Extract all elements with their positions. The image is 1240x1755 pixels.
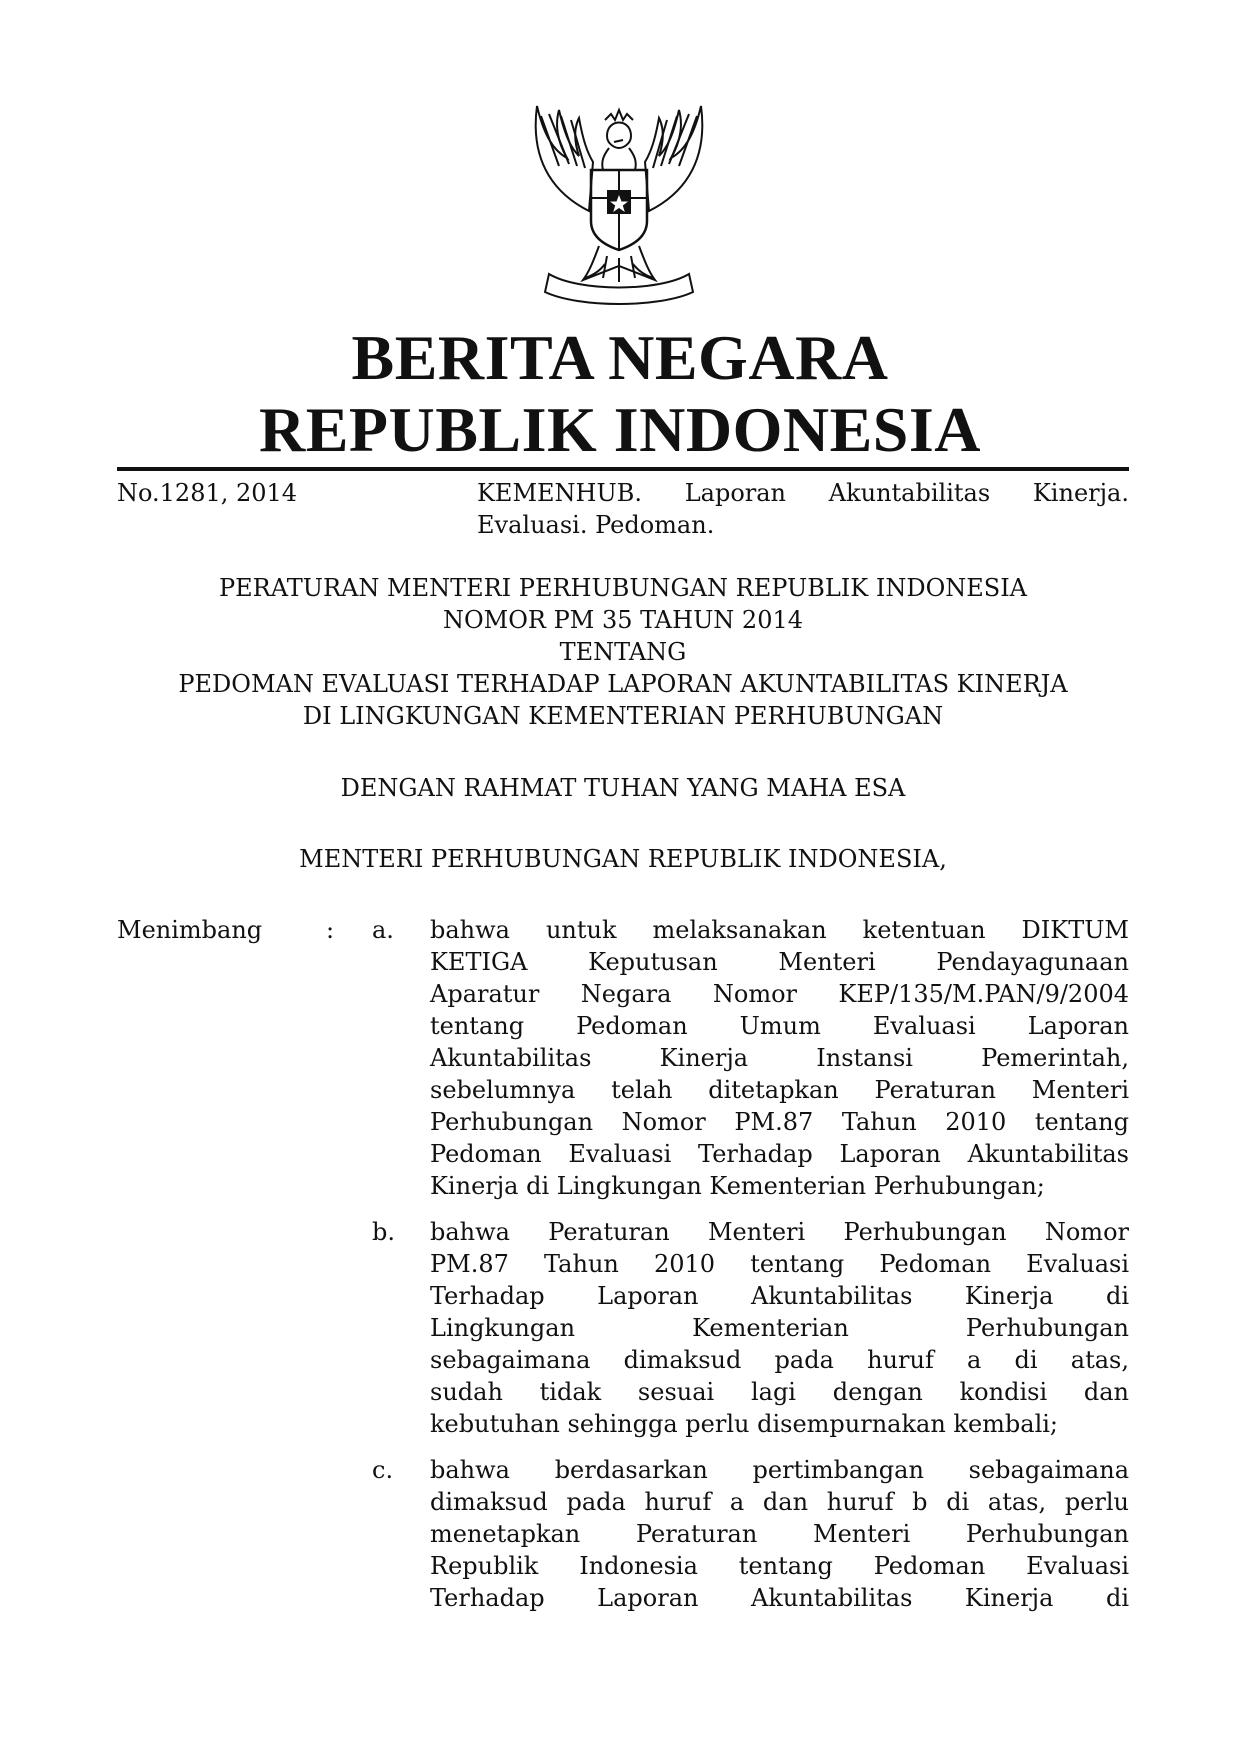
item-line: sebelumnya telah ditetapkan Peraturan Menteri [430,1076,1129,1104]
masthead-title: BERITA NEGARA [351,322,889,393]
item-line: Perhubungan Nomor PM.87 Tahun 2010 tentang [430,1108,1129,1136]
item-line: sebagaimana dimaksud pada huruf a di atas, [430,1346,1129,1374]
regulation-subject-line-2: DI LINGKUNGAN KEMENTERIAN PERHUBUNGAN [302,702,944,730]
considering-item-c [430,1454,1129,1614]
preamble-issuer: MENTERI PERHUBUNGAN REPUBLIK INDONESIA, [299,845,947,873]
regulation-about: TENTANG [559,638,687,666]
gazette-number: No.1281, 2014 [117,479,298,507]
regulation-subject-line-1: PEDOMAN EVALUASI TERHADAP LAPORAN AKUNTABILITAS KINERJA [178,670,1068,698]
regulation-title-line: PERATURAN MENTERI PERHUBUNGAN REPUBLIK INDONESIA [218,574,1028,602]
considering-item-letter: b. [372,1218,395,1246]
preamble-blessing: DENGAN RAHMAT TUHAN YANG MAHA ESA [340,774,906,802]
considering-item-letter: c. [372,1456,394,1484]
garuda-emblem [519,96,719,306]
item-line: Akuntabilitas Kinerja Instansi Pemerintah, [430,1044,1129,1072]
considering-item-a [430,914,1129,1202]
masthead-rule-thick [117,467,1129,471]
masthead-subtitle: REPUBLIK INDONESIA [258,394,982,465]
item-line: Aparatur Negara Nomor KEP/135/M.PAN/9/2004 [430,980,1129,1008]
item-line: dimaksud pada huruf a dan huruf b di atas, perlu [430,1488,1129,1516]
item-line: bahwa Peraturan Menteri Perhubungan Nomor [430,1218,1129,1246]
regulation-number: NOMOR PM 35 TAHUN 2014 [442,606,804,634]
item-line: Kinerja di Lingkungan Kementerian Perhubungan; [430,1172,1045,1200]
considering-label: Menimbang [117,916,263,944]
item-line: tentang Pedoman Umum Evaluasi Laporan [430,1012,1129,1040]
item-line: Lingkungan Kementerian Perhubungan [430,1314,1129,1342]
considering-item-letter: a. [372,916,394,944]
item-line: Terhadap Laporan Akuntabilitas Kinerja di [430,1584,1129,1612]
item-line: bahwa untuk melaksanakan ketentuan DIKTUM [430,916,1129,944]
item-line: bahwa berdasarkan pertimbangan sebagaimana [430,1456,1129,1484]
item-line: Republik Indonesia tentang Pedoman Evaluasi [430,1552,1129,1580]
item-line: Terhadap Laporan Akuntabilitas Kinerja di [430,1282,1129,1310]
considering-colon: : [326,916,335,944]
item-line: KETIGA Keputusan Menteri Pendayagunaan [430,948,1129,976]
item-line: menetapkan Peraturan Menteri Perhubungan [430,1520,1129,1548]
considering-item-b [430,1216,1129,1440]
item-line: Pedoman Evaluasi Terhadap Laporan Akuntabilitas [430,1140,1129,1168]
subject-line-1: KEMENHUB. Laporan Akuntabilitas Kinerja. [477,479,1129,507]
gazette-subject [477,477,1129,541]
item-line: PM.87 Tahun 2010 tentang Pedoman Evaluasi [430,1250,1129,1278]
item-line: kebutuhan sehingga perlu disempurnakan kembali; [430,1410,1059,1438]
item-line: sudah tidak sesuai lagi dengan kondisi dan [430,1378,1129,1406]
subject-line-2: Evaluasi. Pedoman. [477,511,715,539]
